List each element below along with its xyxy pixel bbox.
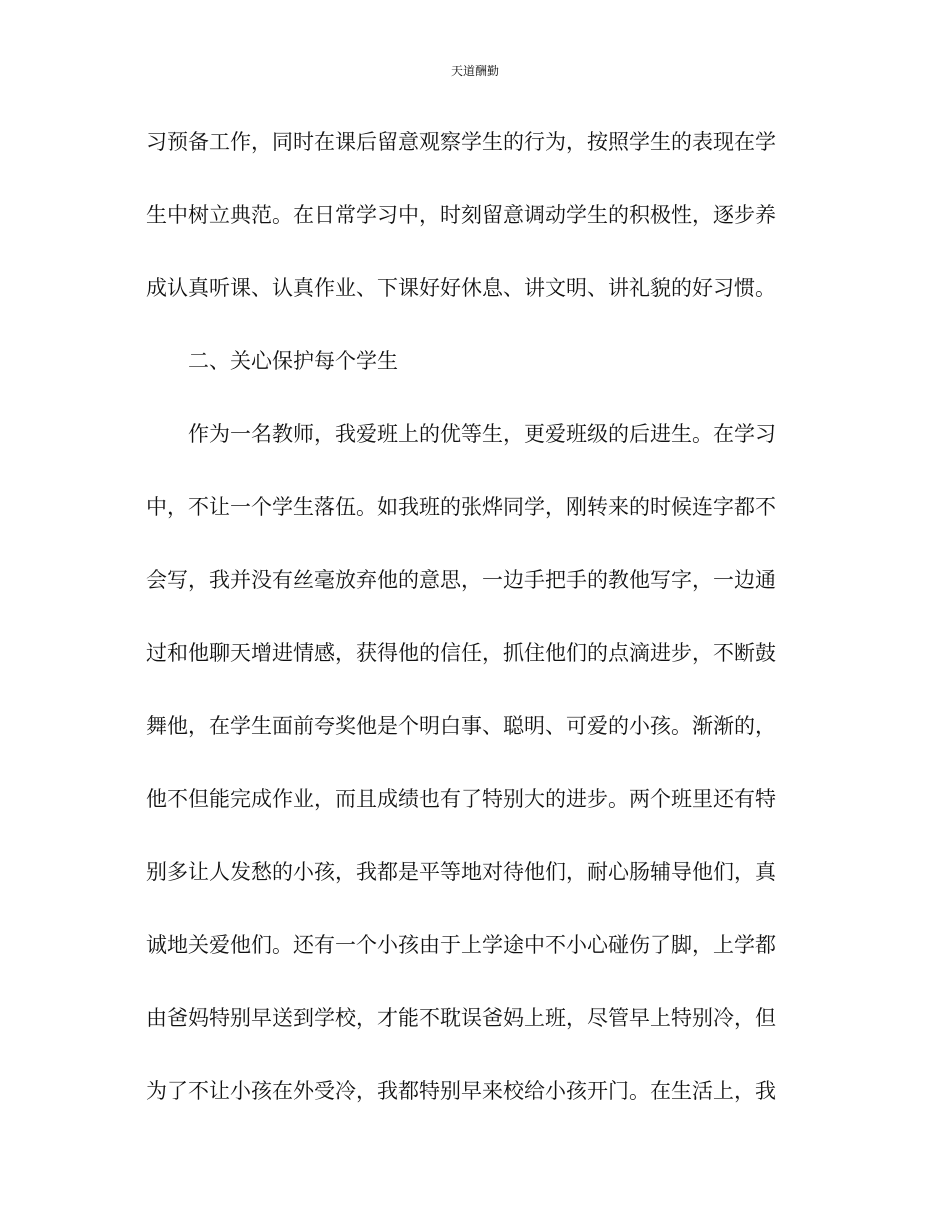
paragraph-line: 舞他，在学生面前夸奖他是个明白事、聪明、可爱的小孩。渐渐的， xyxy=(146,714,776,738)
paragraph-line: 成认真听课、认真作业、下课好好休息、讲文明、讲礼貌的好习惯。 xyxy=(146,276,776,300)
paragraph-line: 他不但能完成作业，而且成绩也有了特别大的进步。两个班里还有特 xyxy=(146,787,776,811)
paragraph-line: 由爸妈特别早送到学校，才能不耽误爸妈上班，尽管早上特别冷，但 xyxy=(146,1006,776,1030)
paragraph-line: 生中树立典范。在日常学习中，时刻留意调动学生的积极性，逐步养 xyxy=(146,203,776,227)
paragraph-line: 习预备工作，同时在课后留意观察学生的行为，按照学生的表现在学 xyxy=(146,130,776,154)
paragraph-line: 作为一名教师，我爱班上的优等生，更爱班级的后进生。在学习 xyxy=(188,422,776,446)
paragraph-line: 中，不让一个学生落伍。如我班的张烨同学，刚转来的时候连字都不 xyxy=(146,495,776,519)
paragraph-line: 过和他聊天增进情感，获得他的信任，抓住他们的点滴进步，不断鼓 xyxy=(146,641,776,665)
paragraph-line: 为了不让小孩在外受冷，我都特别早来校给小孩开门。在生活上，我 xyxy=(146,1079,776,1103)
paragraph-line: 诚地关爱他们。还有一个小孩由于上学途中不小心碰伤了脚，上学都 xyxy=(146,933,776,957)
page-header: 天道酬勤 xyxy=(450,64,499,78)
section-heading: 二、关心保护每个学生 xyxy=(188,349,398,373)
paragraph-line: 别多让人发愁的小孩，我都是平等地对待他们，耐心肠辅导他们，真 xyxy=(146,860,776,884)
paragraph-line: 会写，我并没有丝毫放弃他的意思，一边手把手的教他写字，一边通 xyxy=(146,568,776,592)
